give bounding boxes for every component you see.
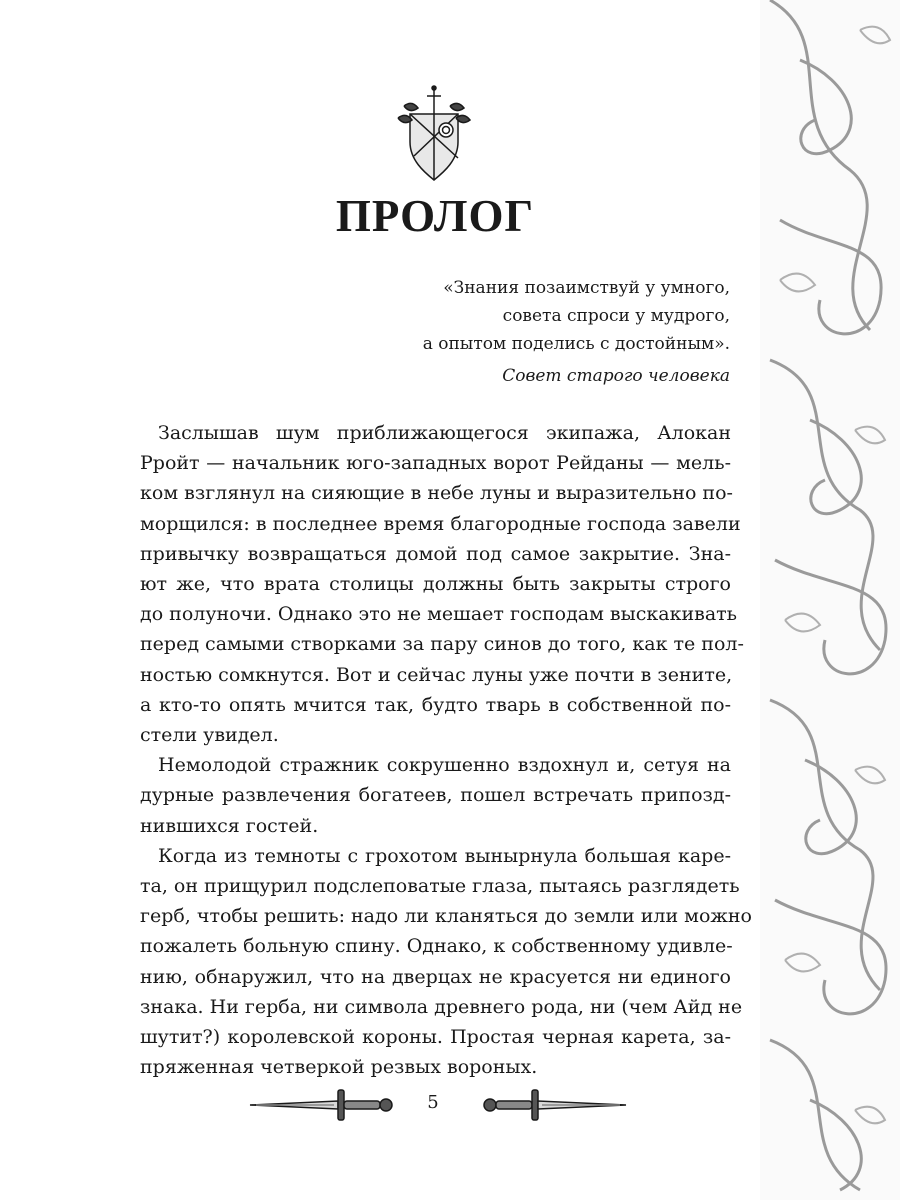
text-line: привычку возвращаться домой под самое закрытие. Зна- <box>140 542 731 565</box>
sword-icon <box>478 1080 628 1130</box>
epigraph-attribution: Совет старого человека <box>502 366 730 386</box>
epigraph-line: «Знания позаимствуй у умного, <box>443 278 730 298</box>
text-line: а кто-то опять мчится так, будто тварь в собственной по- <box>140 693 731 716</box>
chapter-body <box>140 418 752 1082</box>
text-line: пряженная четверкой резвых вороных. <box>140 1056 538 1079</box>
text-line: Рройт — начальник юго-западных ворот Рейданы — мель- <box>140 452 731 475</box>
text-line: герб, чтобы решить: надо ли кланяться до земли или можно <box>140 905 752 928</box>
text-line: ком взглянул на сияющие в небе луны и выразительно по- <box>140 482 733 505</box>
text-line: стели увидел. <box>140 724 279 747</box>
text-line: та, он прищурил подслеповатые глаза, пытаясь разглядеть <box>140 875 740 898</box>
text-line: шутит?) королевской короны. Простая черная карета, за- <box>140 1026 731 1049</box>
epigraph-line: совета спроси у мудрого, <box>502 306 730 326</box>
epigraph <box>380 274 730 390</box>
text-line: Немолодой стражник сокрушенно вздохнул и, сетуя на <box>158 754 731 777</box>
text-line: нившихся гостей. <box>140 814 319 837</box>
text-line: до полуночи. Однако это не мешает господам выскакивать <box>140 603 738 626</box>
text-line: морщился: в последнее время благородные господа завели <box>140 512 741 535</box>
text-line: дурные развлечения богатеев, пошел встречать припозд- <box>140 784 731 807</box>
text-line: ностью сомкнутся. Вот и сейчас луны уже почти в зените, <box>140 663 733 686</box>
chapter-title: ПРОЛОГ <box>335 191 535 241</box>
text-line: знака. Ни герба, ни символа древнего рода, ни (чем Айд не <box>140 995 743 1018</box>
page-footer <box>248 1080 618 1130</box>
text-line: нию, обнаружил, что на дверцах не красуется ни единого <box>140 965 731 988</box>
shield-crest-icon <box>384 84 484 184</box>
epigraph-line: а опытом поделись с достойным». <box>422 334 730 354</box>
text-line: перед самыми створками за пару синов до того, как те пол- <box>140 633 744 656</box>
page-number: 5 <box>427 1092 439 1113</box>
text-line: пожалеть больную спину. Однако, к собственному удивле- <box>140 935 733 958</box>
floral-border-ornament-icon <box>760 0 900 1200</box>
text-line: Когда из темноты с грохотом вынырнула большая каре- <box>158 844 731 867</box>
text-line: ют же, что врата столицы должны быть закрыты строго <box>140 573 731 596</box>
text-line: Заслышав шум приближающегося экипажа, Алокан <box>158 422 731 444</box>
sword-icon <box>248 1080 398 1130</box>
